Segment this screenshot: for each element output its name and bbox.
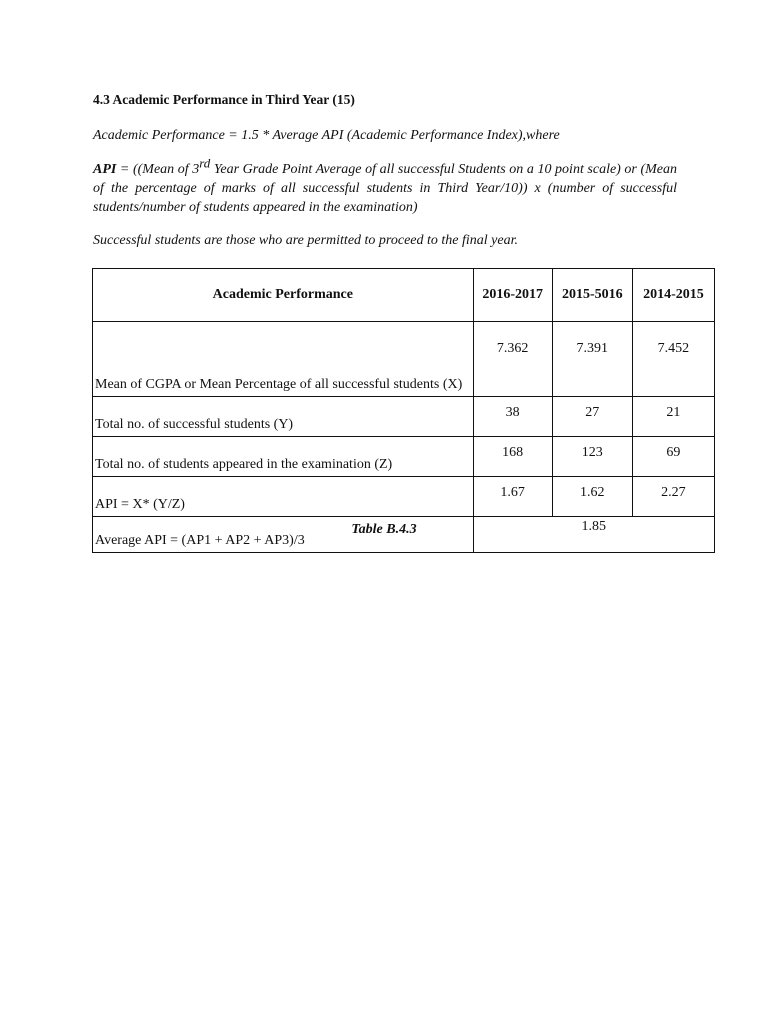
table-row [93,322,715,397]
table-cell: 7.452 [632,322,714,397]
table-cell: 123 [552,437,632,477]
table-cell: 69 [632,437,714,477]
api-term: API [93,162,117,177]
header-year-2016-2017: 2016-2017 [473,269,552,322]
header-year-2014-2015: 2014-2015 [632,269,714,322]
header-academic-performance: Academic Performance [93,269,474,322]
row-label-mean-cgpa: Mean of CGPA or Mean Percentage of all successful students (X) [93,322,474,397]
row-label-successful-students: Total no. of successful students (Y) [93,397,474,437]
section-heading: 4.3 Academic Performance in Third Year (15) [93,92,355,107]
row-label-students-appeared: Total no. of students appeared in the examination (Z) [93,437,474,477]
table-caption: Table B.4.3 [351,522,417,537]
table-header-row [93,269,715,322]
api-definition-suffix: Year Grade Point Average of all successful Students on a 10 point scale) or (Mean of the percentage of marks of all successful students in Third Year/10)) x (number of successful students/number of students appeared in the examination) [93,162,677,215]
api-definition-prefix: = ((Mean of 3 [116,162,200,177]
api-definition [93,155,677,217]
average-api-value: 1.85 [473,517,714,553]
api-definition-superscript: rd [199,155,211,171]
row-label-api: API = X* (Y/Z) [93,477,474,517]
table-cell: 38 [473,397,552,437]
table-row [93,477,715,517]
table-cell: 21 [632,397,714,437]
table-row [93,397,715,437]
table-cell: 7.362 [473,322,552,397]
academic-performance-table [92,268,715,553]
header-year-2015-5016: 2015-5016 [552,269,632,322]
successful-students-note: Successful students are those who are permitted to proceed to the final year. [93,233,518,248]
row-label-average-api: Average API = (AP1 + AP2 + AP3)/3 [93,517,474,553]
academic-performance-formula: Academic Performance = 1.5 * Average API (Academic Performance Index),where [93,128,560,143]
table-cell: 7.391 [552,322,632,397]
table-cell: 2.27 [632,477,714,517]
table-row [93,437,715,477]
table-cell: 168 [473,437,552,477]
table-cell: 1.67 [473,477,552,517]
table-cell: 1.62 [552,477,632,517]
table-cell: 27 [552,397,632,437]
